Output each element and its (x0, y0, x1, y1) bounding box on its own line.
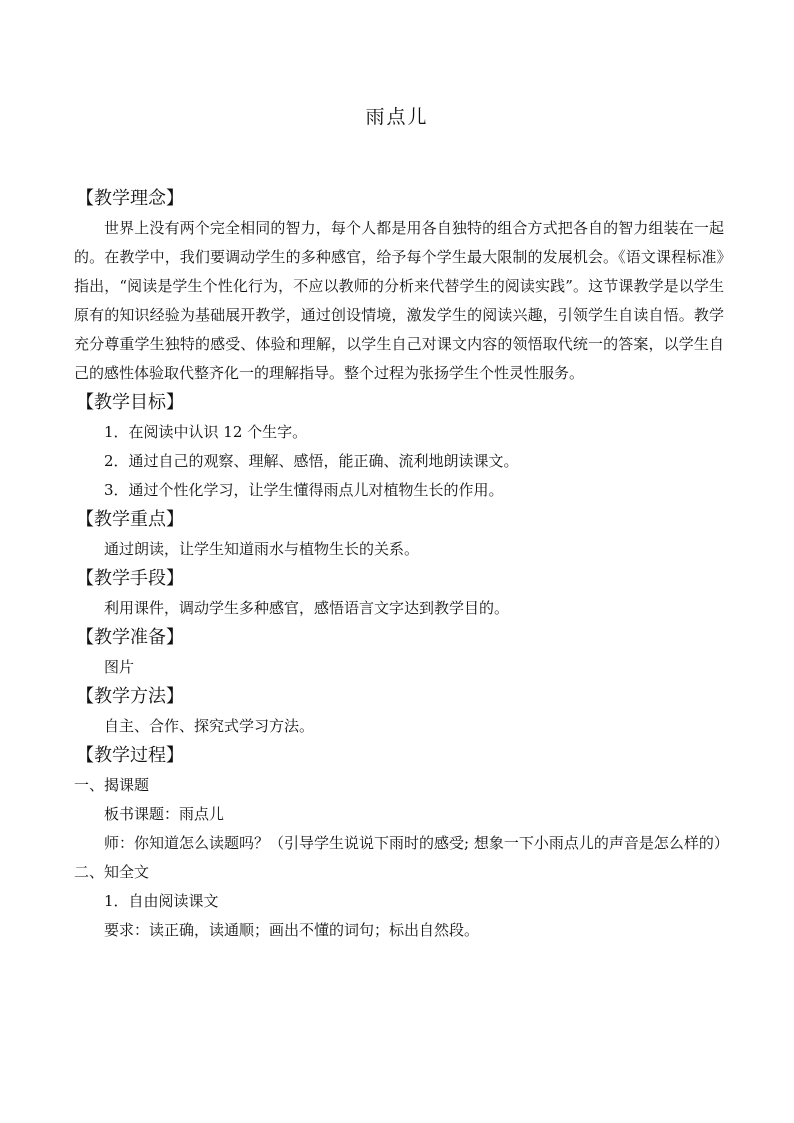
heading-means: 【教学手段】 (76, 568, 184, 589)
goal-item-2: 2．通过自己的观察、理解、感悟，能正确、流利地朗读课文。 (104, 452, 519, 470)
goal-item-3: 3．通过个性化学习，让学生懂得雨点儿对植物生长的作用。 (104, 481, 504, 499)
process-part2-title: 二、知全文 (74, 863, 150, 881)
process-part2-line2: 要求：读正确，读通顺；画出不懂的词句；标出自然段。 (104, 921, 480, 939)
heading-focus: 【教学重点】 (76, 509, 184, 530)
method-text: 自主、合作、探究式学习方法。 (104, 717, 315, 735)
heading-method: 【教学方法】 (76, 686, 184, 707)
process-part1-title: 一、揭课题 (74, 776, 150, 794)
concept-paragraph: 世界上没有两个完全相同的智力，每个人都是用各自独特的组合方式把各自的智力组装在一起的。在教学中，我们要调动学生的多种感官，给予每个学生最大限制的发展机会。《语文课程标准》指出，“阅读是学生个性化行为，不应以教师的分析来代替学生的阅读实践”。这节课教学是以学生原有的知识经验为基础展开教学，通过创设情境，激发学生的阅读兴趣，引领学生自读自悟。教学充分尊重学生独特的感受、体验和理解，以学生自己对课文内容的领悟取代统一的答案，以学生自己的感性体验取代整齐化一的理解指导。整个过程为张扬学生个性灵性服务。 (74, 219, 724, 382)
prep-text: 图片 (104, 658, 135, 676)
heading-process: 【教学过程】 (76, 745, 184, 766)
page-title: 雨点儿 (365, 106, 429, 128)
focus-text: 通过朗读，让学生知道雨水与植物生长的关系。 (104, 540, 420, 558)
process-part2-line1: 1．自由阅读课文 (104, 892, 219, 910)
heading-prep: 【教学准备】 (76, 627, 184, 648)
document-body (74, 184, 729, 945)
process-part1-line2: 师：你知道怎么读题吗？（引导学生说说下雨时的感受; 想象一下小雨点儿的声音是怎么样的） (104, 834, 729, 852)
heading-goals: 【教学目标】 (76, 392, 184, 413)
means-text: 利用课件，调动学生多种感官，感悟语言文字达到教学目的。 (104, 599, 510, 617)
process-part1-line1: 板书课题：雨点儿 (104, 805, 225, 823)
goal-item-1: 1．在阅读中认识 12 个生字。 (104, 423, 308, 441)
heading-concept: 【教学理念】 (76, 188, 184, 209)
